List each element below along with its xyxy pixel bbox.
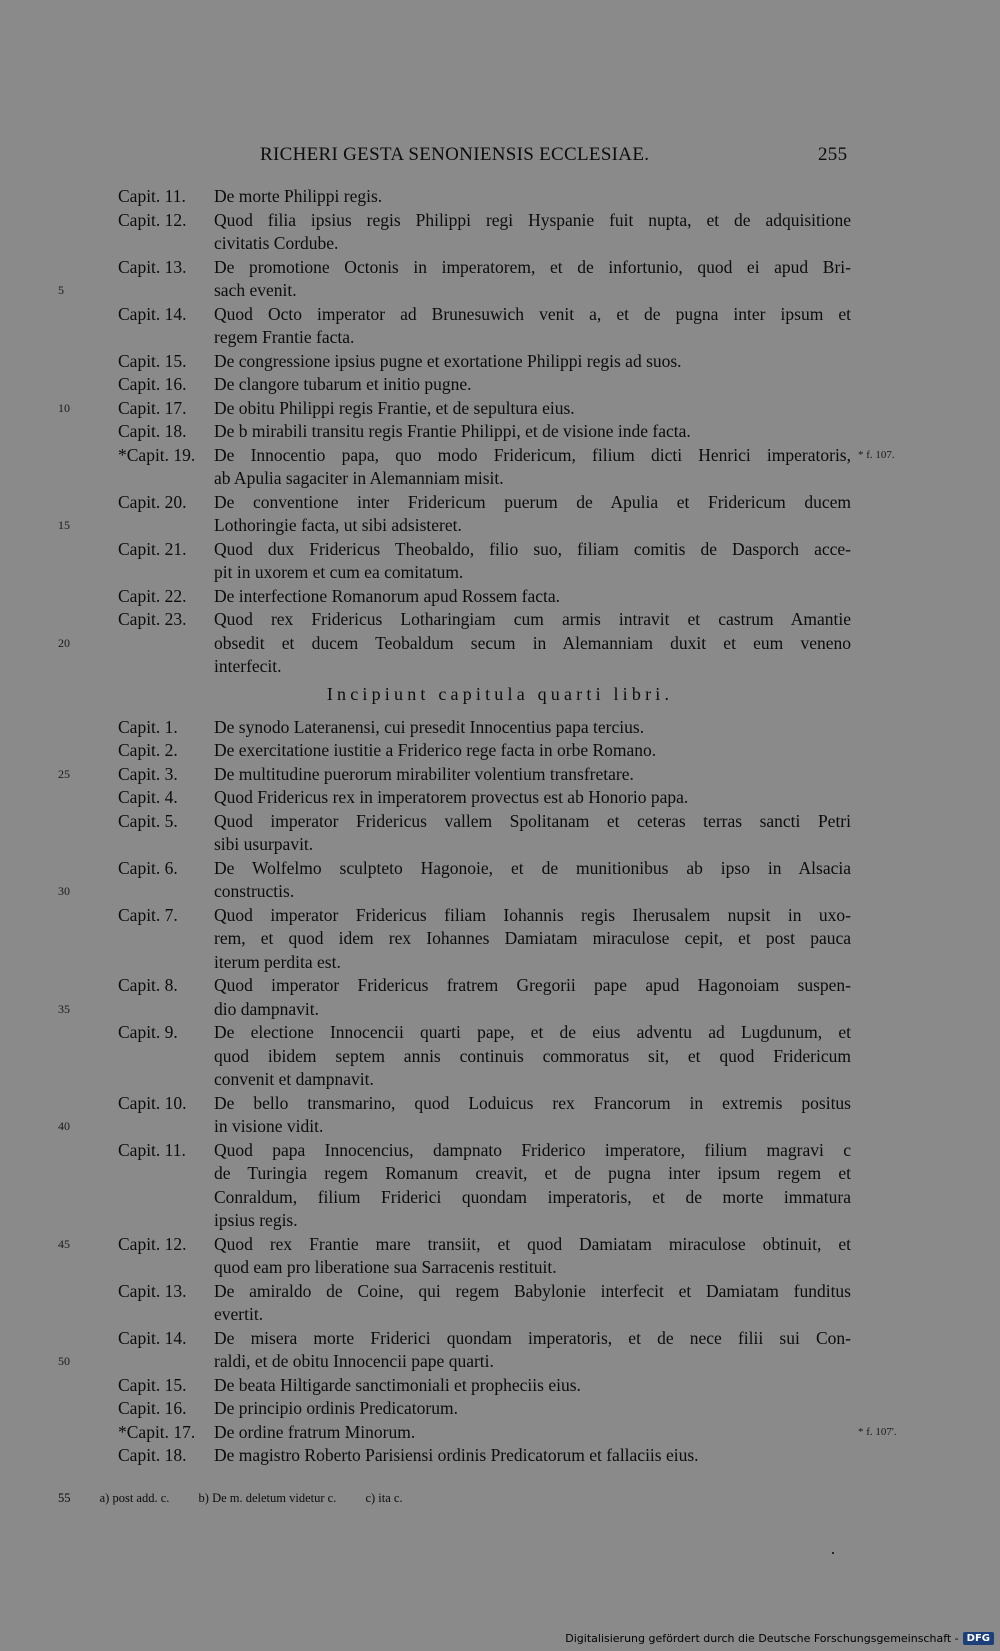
chapter-line bbox=[0, 1020, 1000, 1044]
chapter-line bbox=[0, 278, 1000, 302]
chapter-line bbox=[0, 715, 1000, 739]
chapter-text: constructis. bbox=[214, 881, 295, 901]
chapter-text: dio dampnavit. bbox=[214, 998, 319, 1019]
chapter-label: Capit. 9. bbox=[118, 1022, 178, 1042]
chapter-text: De Innocentio papa, quo modo Fridericum, filium dicti Henrici imperatoris, bbox=[214, 444, 851, 465]
chapter-line bbox=[0, 997, 1000, 1021]
chapter-line bbox=[0, 1208, 1000, 1232]
chapter-text: Quod dux Fridericus Theobaldo, filio suo, filiam comitis de Dasporch acce- bbox=[214, 538, 851, 559]
footnote: b) De m. deletum videtur c. bbox=[198, 1491, 337, 1505]
chapter-line bbox=[0, 654, 1000, 678]
chapter-label: Capit. 13. bbox=[118, 1280, 187, 1301]
chapter-text: Conraldum, filium Friderici quondam imperatoris, et de morte immatura bbox=[214, 1186, 851, 1207]
chapter-text: De electione Innocencii quarti pape, et de eius adventu ad Lugdunum, et bbox=[214, 1022, 851, 1042]
marginal-folio-note: * f. 107. bbox=[858, 448, 895, 461]
chapter-text: De principio ordinis Predicatorum. bbox=[214, 1398, 458, 1418]
chapter-label: Capit. 20. bbox=[118, 491, 187, 512]
chapter-text: Quod imperator Fridericus filiam Iohannis regis Iherusalem nupsit in uxo- bbox=[214, 904, 851, 925]
chapter-text: sibi usurpavit. bbox=[214, 834, 314, 854]
chapter-line bbox=[0, 1443, 1000, 1467]
chapter-text: Quod imperator Fridericus fratrem Gregorii pape apud Hagonoiam suspen- bbox=[214, 975, 851, 995]
chapter-line bbox=[0, 1396, 1000, 1420]
chapter-text: ab Apulia sagaciter in Alemanniam misit. bbox=[214, 468, 504, 488]
chapter-line bbox=[0, 973, 1000, 997]
chapter-line bbox=[0, 856, 1000, 880]
chapter-text: rem, et quod idem rex Iohannes Damiatam miraculose cepit, et post pauca bbox=[214, 928, 851, 948]
chapter-line bbox=[0, 631, 1000, 655]
line-number: 25 bbox=[58, 766, 70, 781]
chapter-label: Capit. 15. bbox=[118, 350, 187, 371]
chapter-line bbox=[0, 466, 1000, 490]
chapter-line bbox=[0, 1255, 1000, 1279]
chapter-label: Capit. 1. bbox=[118, 716, 178, 737]
line-number: 50 bbox=[58, 1354, 70, 1368]
chapter-text: interfecit. bbox=[214, 656, 282, 676]
chapter-label: Capit. 18. bbox=[118, 421, 187, 441]
chapter-text: De amiraldo de Coine, qui regem Babylonie interfecit et Damiatam funditus bbox=[214, 1280, 851, 1301]
chapter-text: convenit et dampnavit. bbox=[214, 1069, 374, 1089]
chapter-text: De misera morte Friderici quondam imperatoris, et de nece filii sui Con- bbox=[214, 1327, 851, 1348]
line-number: 30 bbox=[58, 884, 70, 898]
line-number: 55 bbox=[58, 1491, 71, 1505]
chapter-line bbox=[0, 325, 1000, 349]
chapter-text: sach evenit. bbox=[214, 280, 297, 300]
chapter-text: De Wolfelmo sculpteto Hagonoie, et de munitionibus ab ipso in Alsacia bbox=[214, 857, 851, 878]
chapter-text: Quod rex Frantie mare transiit, et quod Damiatam miraculose obtinuit, et bbox=[214, 1233, 851, 1254]
chapter-text: De multitudine puerorum mirabiliter volentium transfretare. bbox=[214, 763, 634, 784]
speck bbox=[832, 1552, 834, 1554]
chapter-line bbox=[0, 1373, 1000, 1397]
chapter-text: De morte Philippi regis. bbox=[214, 186, 383, 206]
footnote: c) ita c. bbox=[365, 1491, 403, 1505]
chapter-label: Capit. 16. bbox=[118, 1398, 187, 1418]
chapter-text: De magistro Roberto Parisiensi ordinis Predicatorum et fallaciis eius. bbox=[214, 1445, 699, 1465]
chapter-label: Capit. 4. bbox=[118, 787, 178, 807]
line-number: 20 bbox=[58, 635, 70, 650]
chapter-line bbox=[0, 879, 1000, 903]
dfg-credit bbox=[565, 1632, 994, 1645]
chapter-text: Quod rex Fridericus Lotharingiam cum armis intravit et castrum Amantie bbox=[214, 609, 851, 629]
chapter-label: Capit. 8. bbox=[118, 975, 178, 995]
chapter-line bbox=[0, 396, 1000, 420]
chapter-text: De obitu Philippi regis Frantie, et de sepultura eius. bbox=[214, 397, 575, 418]
chapter-label: *Capit. 17. bbox=[118, 1421, 196, 1442]
chapter-line bbox=[0, 1326, 1000, 1350]
chapter-label: Capit. 3. bbox=[118, 763, 178, 784]
chapter-line bbox=[0, 1279, 1000, 1303]
chapter-line bbox=[0, 231, 1000, 255]
chapter-text: Quod Fridericus rex in imperatorem provectus est ab Honorio papa. bbox=[214, 787, 689, 807]
chapter-text: quod eam pro liberatione sua Sarracenis restituit. bbox=[214, 1257, 557, 1277]
dfg-credit-text: Digitalisierung gefördert durch die Deutsche Forschungsgemeinschaft - bbox=[565, 1632, 959, 1645]
chapter-line bbox=[0, 1091, 1000, 1115]
chapter-text: De conventione inter Fridericum puerum de Apulia et Fridericum ducem bbox=[214, 491, 851, 512]
chapter-text: De congressione ipsius pugne et exortatione Philippi regis ad suos. bbox=[214, 350, 682, 371]
chapter-label: Capit. 5. bbox=[118, 810, 178, 831]
chapter-line bbox=[0, 738, 1000, 762]
chapter-line bbox=[0, 832, 1000, 856]
chapter-line bbox=[0, 560, 1000, 584]
chapter-line bbox=[0, 607, 1000, 631]
chapter-label: Capit. 10. bbox=[118, 1092, 187, 1113]
running-title: RICHERI GESTA SENONIENSIS ECCLESIAE. bbox=[260, 144, 650, 165]
chapter-line bbox=[0, 419, 1000, 443]
chapter-label: Capit. 11. bbox=[118, 1139, 186, 1160]
chapter-label: Capit. 14. bbox=[118, 1327, 187, 1348]
footnote: a) post add. c. bbox=[99, 1491, 170, 1505]
chapter-line bbox=[0, 302, 1000, 326]
chapter-text: ipsius regis. bbox=[214, 1210, 298, 1230]
chapter-line bbox=[0, 255, 1000, 279]
running-header bbox=[0, 144, 1000, 168]
chapter-line bbox=[0, 1232, 1000, 1256]
chapter-line bbox=[0, 1185, 1000, 1209]
chapter-line bbox=[0, 950, 1000, 974]
chapter-text: iterum perdita est. bbox=[214, 951, 341, 972]
chapter-label: *Capit. 19. bbox=[118, 444, 196, 465]
chapter-line bbox=[0, 1349, 1000, 1373]
chapter-text: De b mirabili transitu regis Frantie Philippi, et de visione inde facta. bbox=[214, 421, 691, 441]
chapter-text: De beata Hiltigarde sanctimoniali et propheciis eius. bbox=[214, 1374, 581, 1395]
dfg-logo: DFG bbox=[963, 1632, 994, 1645]
line-number: 15 bbox=[58, 518, 70, 532]
chapter-line bbox=[0, 1161, 1000, 1185]
chapter-text: regem Frantie facta. bbox=[214, 327, 355, 347]
section-subheading: Incipiunt capitula quarti libri. bbox=[326, 683, 674, 704]
chapter-label: Capit. 21. bbox=[118, 538, 187, 559]
chapter-text: Quod filia ipsius regis Philippi regi Hyspanie fuit nupta, et de adquisitione bbox=[214, 209, 851, 230]
chapter-line bbox=[0, 1114, 1000, 1138]
chapter-label: Capit. 13. bbox=[118, 256, 187, 277]
chapter-line bbox=[0, 443, 1000, 467]
chapter-text: Quod papa Innocencius, dampnato Friderico imperatore, filium magravi c bbox=[214, 1139, 851, 1160]
chapter-label: Capit. 12. bbox=[118, 1233, 187, 1254]
chapter-label: Capit. 23. bbox=[118, 609, 187, 629]
chapter-label: Capit. 7. bbox=[118, 904, 178, 925]
line-number: 10 bbox=[58, 400, 70, 415]
chapter-label: Capit. 18. bbox=[118, 1445, 187, 1465]
chapter-label: Capit. 17. bbox=[118, 397, 187, 418]
chapter-text: evertit. bbox=[214, 1304, 264, 1324]
line-number: 45 bbox=[58, 1236, 70, 1251]
chapter-label: Capit. 11. bbox=[118, 186, 186, 206]
chapter-line bbox=[0, 490, 1000, 514]
chapter-line bbox=[0, 809, 1000, 833]
line-number: 5 bbox=[58, 283, 64, 297]
chapter-text: De ordine fratrum Minorum. bbox=[214, 1421, 416, 1442]
chapter-text: de Turingia regem Romanum creavit, et de pugna inter ipsum regem et bbox=[214, 1163, 851, 1183]
chapter-label: Capit. 22. bbox=[118, 585, 187, 606]
chapter-text: quod ibidem septem annis continuis commoratus sit, et quod Fridericum bbox=[214, 1045, 851, 1066]
chapter-label: Capit. 15. bbox=[118, 1374, 187, 1395]
chapter-text: De bello transmarino, quod Loduicus rex Francorum in extremis positus bbox=[214, 1092, 851, 1113]
chapter-line bbox=[0, 513, 1000, 537]
chapter-text: Quod Octo imperator ad Brunesuwich venit a, et de pugna inter ipsum et bbox=[214, 303, 851, 324]
chapter-line bbox=[0, 1138, 1000, 1162]
chapter-text: in visione vidit. bbox=[214, 1116, 324, 1136]
chapter-line bbox=[0, 584, 1000, 608]
chapter-line bbox=[0, 785, 1000, 809]
chapter-line bbox=[0, 1302, 1000, 1326]
marginal-folio-note: * f. 107'. bbox=[858, 1425, 897, 1438]
chapter-line bbox=[0, 1420, 1000, 1444]
chapter-label: Capit. 12. bbox=[118, 209, 187, 230]
chapter-label: Capit. 6. bbox=[118, 857, 178, 878]
chapter-text: De synodo Lateranensi, cui presedit Innocentius papa tercius. bbox=[214, 716, 645, 737]
chapter-line bbox=[0, 372, 1000, 396]
chapter-text: raldi, et de obitu Innocencii pape quarti. bbox=[214, 1351, 494, 1371]
page-number: 255 bbox=[818, 144, 848, 165]
chapter-label: Capit. 2. bbox=[118, 740, 178, 760]
chapter-text: civitatis Cordube. bbox=[214, 233, 339, 253]
chapter-line bbox=[0, 926, 1000, 950]
chapter-text: obsedit et ducem Teobaldum secum in Alemanniam duxit et eum veneno bbox=[214, 632, 851, 653]
chapter-text: De clangore tubarum et initio pugne. bbox=[214, 374, 472, 394]
chapter-line bbox=[0, 537, 1000, 561]
chapter-line bbox=[0, 349, 1000, 373]
chapter-line bbox=[0, 1067, 1000, 1091]
chapter-label: Capit. 16. bbox=[118, 374, 187, 394]
chapter-text: De exercitatione iustitie a Friderico rege facta in orbe Romano. bbox=[214, 740, 657, 760]
chapter-text: Quod imperator Fridericus vallem Spolitanam et ceteras terras sancti Petri bbox=[214, 810, 851, 831]
footnotes bbox=[58, 1491, 429, 1506]
chapter-text: Lothoringie facta, ut sibi adsisteret. bbox=[214, 515, 462, 535]
chapter-text: De promotione Octonis in imperatorem, et de infortunio, quod ei apud Bri- bbox=[214, 256, 851, 277]
chapter-line bbox=[0, 1044, 1000, 1068]
chapter-text: De interfectione Romanorum apud Rossem facta. bbox=[214, 585, 561, 606]
line-number: 35 bbox=[58, 1001, 70, 1016]
chapter-line bbox=[0, 184, 1000, 208]
chapter-text: pit in uxorem et cum ea comitatum. bbox=[214, 562, 464, 582]
chapter-line bbox=[0, 208, 1000, 232]
chapter-line bbox=[0, 762, 1000, 786]
line-number: 40 bbox=[58, 1119, 70, 1133]
chapter-line bbox=[0, 903, 1000, 927]
chapter-label: Capit. 14. bbox=[118, 303, 187, 324]
